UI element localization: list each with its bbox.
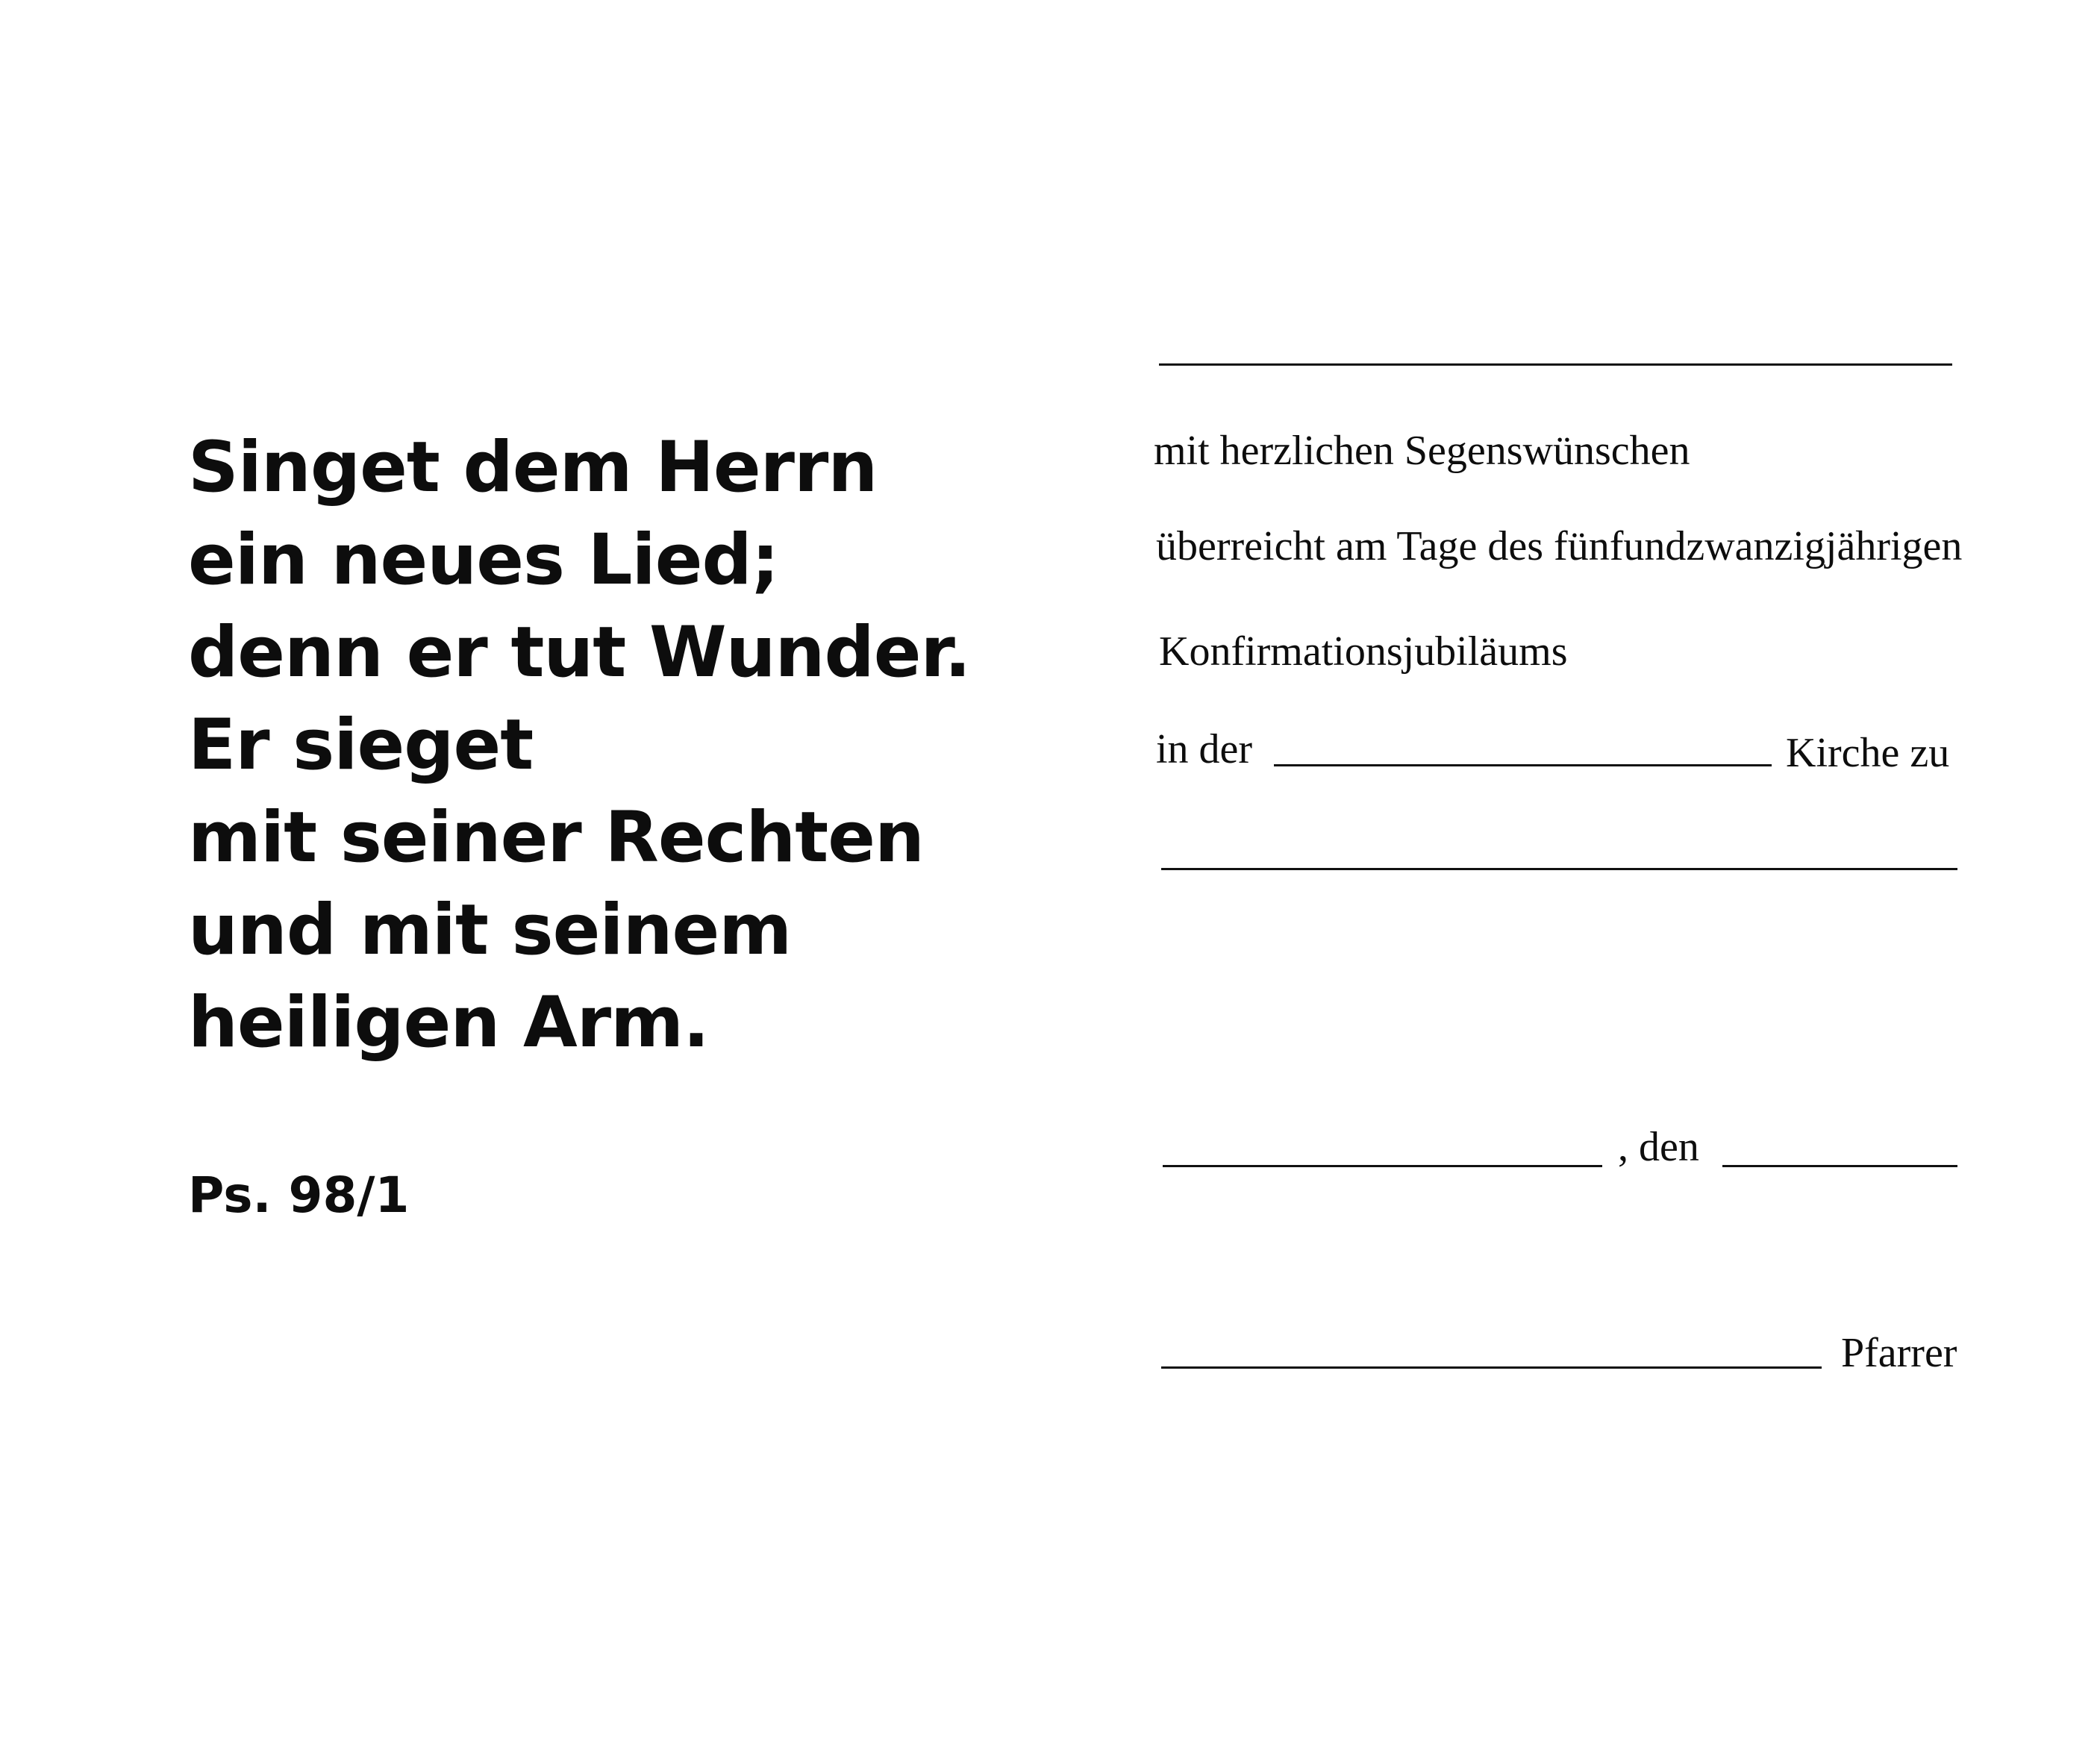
verse-line: mit seiner Rechten <box>188 797 924 878</box>
church-location-line[interactable] <box>1161 868 1957 870</box>
verse-line: Er sieget <box>188 704 534 786</box>
verse-line: und mit seinem <box>188 890 792 971</box>
church-suffix: Kirche zu <box>1786 730 1950 776</box>
date-line[interactable] <box>1722 1165 1957 1167</box>
place-line[interactable] <box>1163 1165 1602 1167</box>
occasion-text: überreicht am Tage des fünfundzwanzigjährigen <box>1156 523 1963 569</box>
verse-line: heiligen Arm. <box>188 982 709 1063</box>
date-separator: , den <box>1618 1124 1699 1170</box>
church-name-line[interactable] <box>1274 764 1772 766</box>
verse-block <box>188 422 970 1069</box>
verse-line: Singet dem Herrn <box>188 427 878 508</box>
signature-label: Pfarrer <box>1841 1330 1957 1376</box>
church-prefix: in der <box>1156 726 1253 772</box>
blessing-text: mit herzlichen Segenswünschen <box>1154 428 1690 474</box>
signature-line[interactable] <box>1161 1366 1822 1369</box>
recipient-name-line[interactable] <box>1159 363 1952 366</box>
psalm-reference: Ps. 98/1 <box>188 1166 410 1224</box>
verse-line: ein neues Lied; <box>188 519 779 601</box>
verse-line: denn er tut Wunder. <box>188 612 971 693</box>
jubilee-text: Konfirmationsjubiläums <box>1159 628 1568 675</box>
